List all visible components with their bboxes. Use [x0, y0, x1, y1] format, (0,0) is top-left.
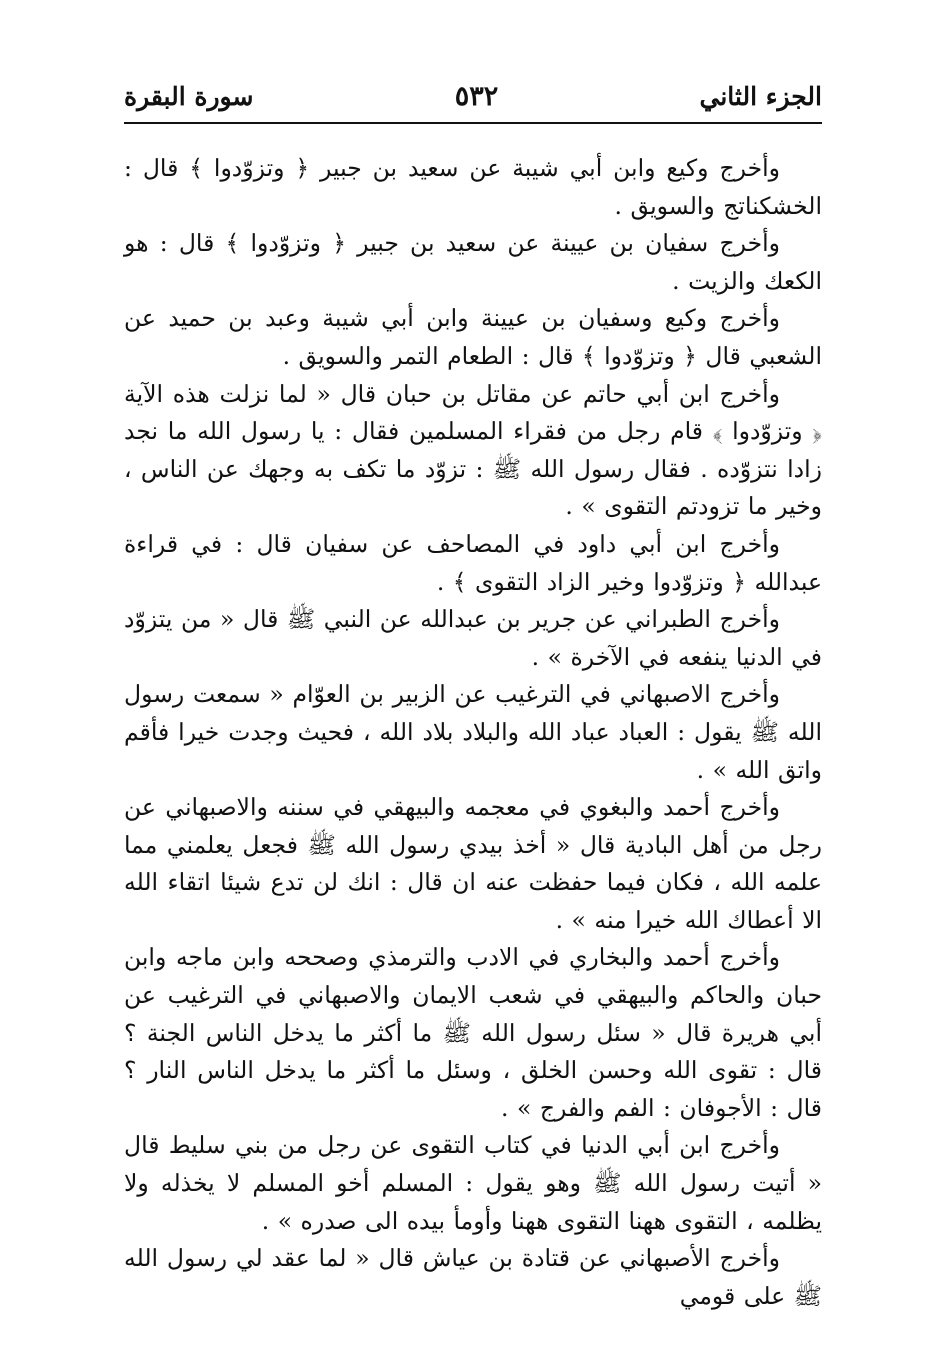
header-rule	[124, 122, 822, 124]
paragraph: وأخرج سفيان بن عيينة عن سعيد بن جبير ﴿ وتزوّدوا ﴾ قال : هو الكعك والزيت .	[124, 229, 822, 295]
paragraph: وأخرج وكيع وابن أبي شيبة عن سعيد بن جبير ﴿ وتزوّدوا ﴾ قال : الخشكناتج والسويق .	[124, 154, 822, 220]
paragraph: وأخرج ابن أبي الدنيا في كتاب التقوى عن رجل من بني سليط قال « أتيت رسول الله ﷺ وهو يقول : المسلم أخو المسلم لا يخذله ولا يظلمه ، التقوى ههنا التقوى ههنا وأومأ بيده الى صدره » .	[124, 1131, 822, 1235]
paragraph: وأخرج ابن أبي حاتم عن مقاتل بن حبان قال « لما نزلت هذه الآية ﴿ وتزوّدوا ﴾ قام رجل من فقراء المسلمين فقال : يا رسول الله ما نجد زادا نتزوّده . فقال رسول الله ﷺ : تزوّد ما تكف به وجهك عن الناس ، وخير ما تزودتم التقوى » .	[124, 379, 822, 521]
paragraph: وأخرج أحمد والبغوي في معجمه والبيهقي في سننه والاصبهاني عن رجل من أهل البادية قال « أخذ بيدي رسول الله ﷺ فجعل يعلمني مما علمه الله ، فكان فيما حفظت عنه ان قال : انك لن تدع شيئا اتقاء الله الا أعطاك الله خيرا منه » .	[124, 793, 822, 934]
surah-title: سورة البقرة	[124, 81, 254, 111]
paragraph: وأخرج ابن أبي داود في المصاحف عن سفيان قال : في قراءة عبدالله ﴿ وتزوّدوا وخير الزاد التقوى ﴾ .	[124, 529, 822, 596]
paragraph: وأخرج وكيع وسفيان بن عيينة وابن أبي شيبة وعبد بن حميد عن الشعبي قال ﴿ وتزوّدوا ﴾ قال : الطعام التمر والسويق .	[124, 304, 822, 370]
part-title: الجزء الثاني	[699, 81, 822, 111]
paragraph: وأخرج الأصبهاني عن قتادة بن عياش قال « لما عقد لي رسول الله ﷺ على قومي	[124, 1244, 822, 1310]
paragraph: وأخرج الطبراني عن جرير بن عبدالله عن النبي ﷺ قال « من يتزوّد في الدنيا ينفعه في الآخرة » .	[124, 605, 822, 671]
running-header	[124, 74, 822, 118]
page-body	[124, 150, 822, 1315]
paragraph: وأخرج الاصبهاني في الترغيب عن الزبير بن العوّام « سمعت رسول الله ﷺ يقول : العباد عباد الله والبلاد بلاد الله ، فحيث وجدت خيرا فأقم واتق الله » .	[124, 680, 822, 784]
page-number: ٥٣٢	[454, 80, 499, 112]
paragraph: وأخرج أحمد والبخاري في الادب والترمذي وصححه وابن ماجه وابن حبان والحاكم والبيهقي في شعب الايمان والاصبهاني في الترغيب عن أبي هريرة قال « سئل رسول الله ﷺ ما أكثر ما يدخل الناس الجنة ؟ قال : تقوى الله وحسن الخلق ، وسئل ما أكثر ما يدخل الناس النار ؟ قال : الأجوفان : الفم والفرج » .	[124, 943, 822, 1122]
